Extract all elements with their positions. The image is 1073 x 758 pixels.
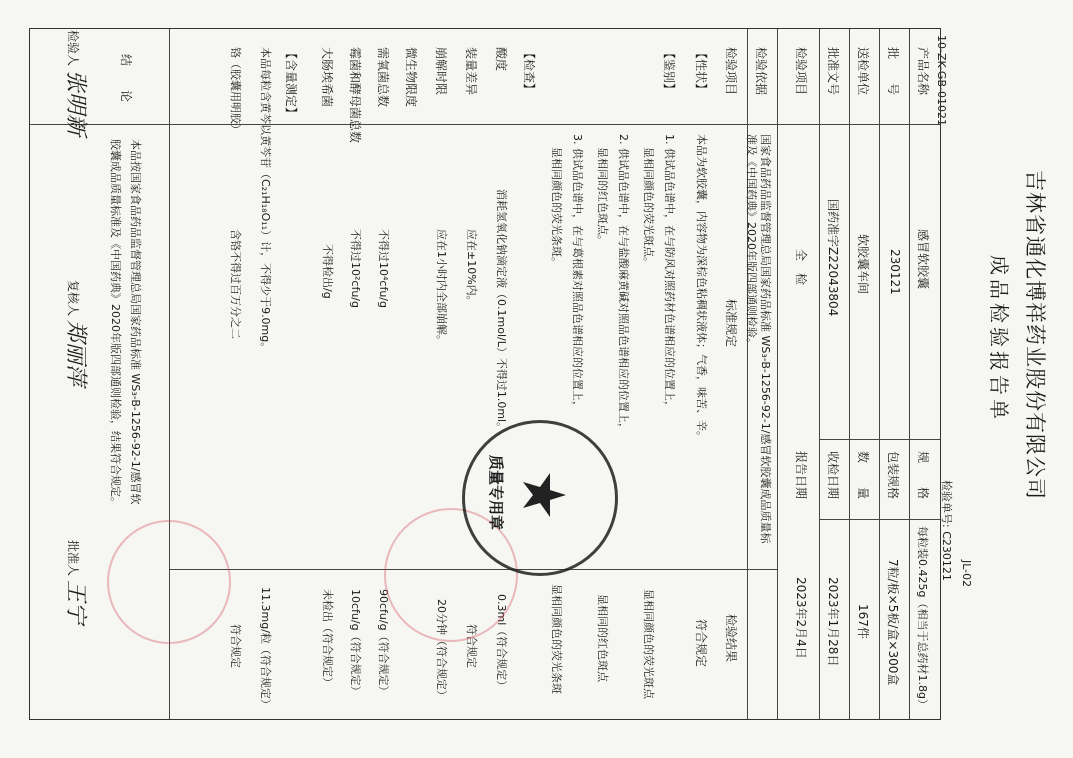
item-value: 全 检 (794, 249, 808, 286)
col-standard-header: 标准规定 (724, 299, 738, 348)
report-number (939, 480, 955, 581)
aerobic-label: 需氧菌总数 (376, 47, 390, 108)
basis-line-1: 国家食品药品监督管理总局国家药品标准 WS₃-B-1256-92-1/感冒软胶囊成品质量标 (759, 134, 772, 544)
weight-label: 装量差异 (464, 47, 478, 96)
conclusion-line-2: 胶囊成品质量标准及《中国药典》2020年版四部通则检验，结果符合规定。 (109, 139, 122, 508)
ident2-result: 显相同的红色斑点 (596, 594, 609, 682)
ident1-line-a: 1. 供试品色谱中，在与防风对照药材色谱相应的位置上， (663, 134, 676, 412)
report-date-label: 报告日期 (794, 451, 808, 500)
col-divider (170, 124, 940, 125)
receive-date-value: 2023年1月28日 (826, 577, 840, 667)
col-result-header: 检验结果 (724, 614, 738, 663)
report-number-label: 检验单号: (940, 480, 953, 528)
traits-result: 符合规定 (694, 619, 708, 668)
dept-value: 软胶囊车间 (856, 234, 870, 295)
traits-heading: 【性状】 (694, 47, 708, 96)
quality-seal-stamp (462, 420, 618, 576)
product-name-label: 产品名称 (916, 47, 930, 96)
dept-label: 送检单位 (856, 47, 870, 96)
red-seal-faint-2 (107, 520, 231, 644)
traits-standard: 本品为软胶囊，内容物为深棕色粘稠状液体；气香，味苦、辛。 (695, 134, 708, 442)
report-date-value: 2023年2月4日 (794, 577, 808, 659)
micro-heading: 微生物限度 (404, 47, 418, 108)
chromium-standard: 含铬不得过百万分之二 (229, 229, 242, 339)
spec-label: 规 格 (916, 451, 930, 500)
weight-standard: 应在±10%内。 (465, 229, 478, 307)
ecoli-label: 大肠埃希菌 (320, 47, 334, 108)
col-divider (820, 519, 940, 520)
conclusion-label: 结 论 (119, 54, 133, 103)
row-divider (909, 29, 910, 719)
approver-block (62, 540, 93, 624)
disintegration-label: 崩解时限 (434, 47, 448, 96)
row-divider (819, 29, 820, 719)
approver-signature: 王宁 (63, 579, 88, 624)
col-item-header: 检验项目 (724, 47, 738, 96)
ident1-result: 显相同颜色的荧光斑点 (642, 589, 655, 699)
packing-value: 7粒/板×5板/盒×300盒 (886, 559, 900, 686)
disintegration-result: 20分钟（符合规定） (435, 599, 448, 701)
acid-result: 0.3ml（符合规定） (495, 594, 508, 692)
inspector-block (62, 30, 93, 136)
form-number: JL-02 (960, 560, 973, 588)
row-divider (747, 29, 748, 719)
disintegration-standard: 应在1小时内全部崩解。 (435, 229, 448, 346)
assay-standard: 本品每粒含黄芩以黄芩苷（C₂₁H₁₈O₁₁）计，不得少于9.0mg。 (259, 47, 272, 354)
weight-result: 符合规定 (465, 624, 478, 668)
aerobic-result: 90cfu/g（符合规定） (377, 589, 390, 697)
ecoli-standard: 不得检出/g (321, 244, 334, 299)
ident3-result: 显相同颜色的荧光条斑 (550, 584, 563, 694)
checker-signature: 郑丽萍 (63, 319, 88, 386)
ecoli-result: 未检出（符合规定） (321, 589, 334, 688)
ident3-line-b: 显相同颜色的荧光条斑。 (550, 147, 563, 268)
document-code: 10-ZK-GB-01021 (935, 35, 948, 126)
report-title: 成品检验报告单 (987, 255, 1011, 423)
mold-result: 10cfu/g（符合规定） (349, 589, 362, 697)
conclusion-line-1: 本品按国家食品药品监督管理总局国家药品标准 WS₃-B-1256-92-1/感冒软 (129, 139, 142, 505)
assay-heading: 【含量测定】 (284, 47, 298, 120)
spec-value: 每粒装0.425g（相当于总药材1.8g） (916, 526, 929, 710)
chromium-result: 符合规定 (229, 624, 242, 668)
chromium-label: 铬（胶囊用明胶） (229, 47, 242, 135)
approver-label: 批准人 (66, 540, 80, 577)
assay-result: 11.3mg/粒（符合规定） (259, 587, 272, 710)
report-number-value: C230121 (940, 531, 953, 581)
row-divider (777, 29, 778, 719)
ident1-line-b: 显相同颜色的荧光斑点。 (642, 147, 655, 268)
checker-block (62, 280, 93, 386)
col-divider (30, 124, 170, 125)
col-divider (820, 439, 940, 440)
acid-label: 酸度 (494, 47, 508, 72)
quantity-value: 167件 (856, 604, 870, 639)
receive-date-label: 收检日期 (826, 451, 840, 500)
basis-label: 检验依据 (754, 47, 768, 96)
row-divider (879, 29, 880, 719)
mold-standard: 不得过10²cfu/g (349, 229, 362, 308)
ident3-line-a: 3. 供试品色谱中，在与葛根素对照品色谱相应的位置上， (571, 134, 584, 412)
batch-value: 230121 (888, 249, 902, 295)
item-label: 检验项目 (794, 47, 808, 96)
packing-label: 包装规格 (886, 451, 900, 500)
product-name-value: 感冒软胶囊 (916, 229, 930, 290)
aerobic-standard: 不得过10⁴cfu/g (377, 229, 390, 308)
approval-value: 国药准字Z22043804 (826, 199, 840, 317)
row-divider (849, 29, 850, 719)
report-document (33, 0, 1073, 740)
mold-label: 霉菌和酵母菌总数 (348, 47, 362, 144)
inspector-signature: 张明新 (63, 69, 88, 136)
identification-heading: 【鉴别】 (662, 47, 676, 96)
basis-line-2: 准及《中国药典》2020年版四部通则检验。 (745, 134, 758, 349)
acid-standard: 消耗氢氧化钠滴定液（0.1mol/L）不得过1.0ml。 (495, 189, 508, 434)
exam-heading: 【检查】 (522, 47, 536, 96)
inspector-label: 检验人 (66, 30, 80, 67)
checker-label: 复核人 (66, 280, 80, 317)
company-name: 吉林省通化博祥药业股份有限公司 (1023, 170, 1047, 500)
ident2-line-b: 显相同的红色斑点。 (596, 147, 609, 246)
seal-center-text: 质量专用章 (487, 455, 505, 531)
batch-label: 批 号 (886, 47, 900, 96)
ident2-line-a: 2. 供试品色谱中，在与盐酸麻黄碱对照品色谱相应的位置上， (617, 134, 630, 434)
approval-label: 批准文号 (826, 47, 840, 96)
quantity-label: 数 量 (856, 451, 870, 500)
